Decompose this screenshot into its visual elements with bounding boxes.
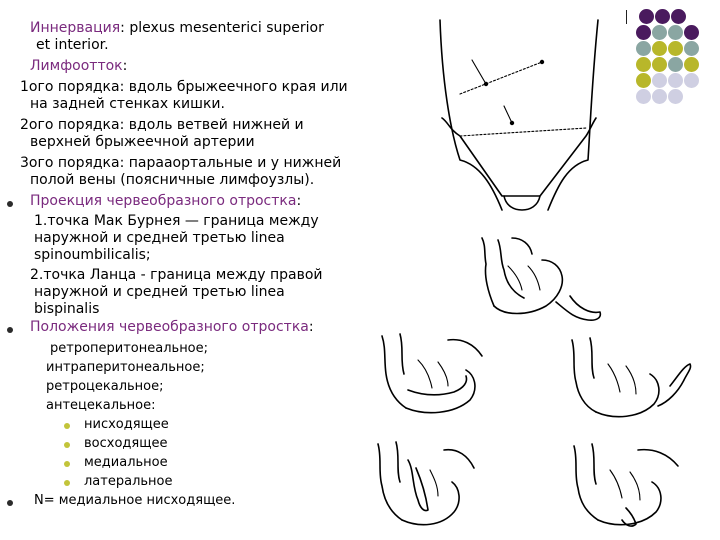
- innervation-cont: et interior.: [36, 37, 109, 53]
- torso-right-outline: [548, 20, 598, 210]
- innervation-label: Иннервация: [30, 20, 121, 36]
- decorative-dot: [668, 25, 683, 40]
- lymph-line: [30, 58, 127, 75]
- appendix-drawing-retroperitoneal: [478, 236, 608, 336]
- lymph-third-cont: полой вены (поясничные лимфоузлы).: [30, 172, 315, 188]
- cecum-outline: [598, 482, 661, 525]
- projection-p1a: 1.точка Мак Бурнея — граница между: [34, 213, 319, 229]
- appendix-drawing-retrocecal: [564, 336, 704, 426]
- colon-wall: [590, 338, 594, 378]
- position-item: антецекальное:: [46, 398, 156, 413]
- position-sub-item: латеральное: [84, 474, 173, 489]
- projection-colon: :: [296, 193, 302, 209]
- decorative-dot: [636, 41, 651, 56]
- ileum: [444, 450, 474, 468]
- abdomen-projection-diagram: [430, 20, 630, 220]
- position-sub-item: нисходящее: [84, 417, 169, 432]
- appendix-drawing-intraperitoneal: [378, 330, 498, 420]
- decorative-dot: [652, 89, 667, 104]
- lymph-first-text: : вдоль брыжеечного края или: [119, 79, 348, 95]
- haustra: [430, 470, 438, 496]
- haustra: [438, 362, 448, 386]
- colon-wall: [592, 444, 596, 484]
- colon-wall: [482, 238, 494, 306]
- decorative-dot: [652, 73, 667, 88]
- lymph-first-cont: на задней стенках кишки.: [30, 96, 225, 112]
- ileum: [448, 340, 482, 356]
- projection-p1b: наружной и средней третью linea: [34, 230, 285, 246]
- lymph-label: Лимфоотток: [30, 58, 123, 74]
- haustra: [528, 266, 540, 290]
- linea-spinoumbilicalis: [460, 62, 542, 94]
- lymph-second: [20, 117, 304, 134]
- lymph-third-text: : парааортальные и у нижней: [119, 155, 342, 171]
- bullet-dot: [7, 500, 13, 506]
- cecum-outline: [406, 370, 475, 413]
- decorative-dot: [655, 9, 670, 24]
- haustra: [630, 472, 640, 500]
- lymph-first: [20, 79, 348, 96]
- appendix: [658, 364, 691, 406]
- colon-wall: [400, 334, 404, 374]
- decorative-dot: [668, 73, 683, 88]
- projection-label: Проекция червеобразного отростка: [30, 193, 297, 209]
- haustra: [418, 360, 432, 388]
- decorative-dot: [671, 9, 686, 24]
- decorative-dot: [684, 73, 699, 88]
- decorative-dot: [636, 25, 651, 40]
- position-item: ретроперитонеальное;: [50, 341, 209, 356]
- lymph-second-text: : вдоль ветвей нижней и: [119, 117, 304, 133]
- lymph-second-cont: верхней брыжеечной артерии: [30, 134, 255, 150]
- lymph-second-order: 2ого порядка: [20, 117, 120, 133]
- sub-bullet-dot: [64, 442, 70, 448]
- bullet-dot: [7, 327, 13, 333]
- innervation-text: : plexus mesenterici superior: [120, 20, 324, 36]
- ileum: [638, 450, 678, 466]
- ileum: [512, 238, 532, 254]
- bullet-dot: [7, 201, 13, 207]
- cecum-outline: [596, 374, 659, 417]
- position-item: интраперитонеальное;: [46, 360, 205, 375]
- linea-bispinalis: [460, 128, 586, 136]
- decorative-dot: [652, 57, 667, 72]
- positions-colon: :: [308, 319, 314, 335]
- projection-p2c: bispinalis: [34, 301, 100, 317]
- mcburney-pointer: [472, 60, 486, 84]
- decorative-dot: [668, 57, 683, 72]
- sub-bullet-dot: [64, 423, 70, 429]
- positions-label: Положения червеобразного отростка: [30, 319, 309, 335]
- lymph-colon: :: [122, 58, 128, 74]
- cecum-outline: [402, 482, 459, 525]
- position-item: ретроцекальное;: [46, 379, 164, 394]
- projection-heading: [30, 193, 301, 210]
- decorative-dot: [652, 25, 667, 40]
- appendix: [408, 376, 467, 395]
- projection-p2a: 2.точка Ланца - граница между правой: [30, 267, 323, 283]
- decorative-dot: [636, 89, 651, 104]
- pelvis-bottom: [504, 196, 540, 210]
- positions-heading: [30, 319, 314, 336]
- decorative-dot: [684, 57, 699, 72]
- lanz-pointer: [504, 106, 512, 123]
- cecum-outline: [494, 260, 562, 314]
- haustra: [608, 364, 620, 392]
- position-sub-item: медиальное: [84, 455, 168, 470]
- lymph-first-order: 1ого порядка: [20, 79, 120, 95]
- appendix: [556, 296, 600, 320]
- appendix: [408, 460, 428, 511]
- normal-position: N= медиальное нисходящее.: [34, 493, 236, 508]
- decorative-dot: [636, 73, 651, 88]
- appendix-drawing-antececal: [372, 440, 482, 530]
- decorative-dot: [668, 41, 683, 56]
- colon-wall: [396, 442, 400, 482]
- decorative-dot: [684, 25, 699, 40]
- lymph-third-order: 3ого порядка: [20, 155, 120, 171]
- decorative-dot: [668, 89, 683, 104]
- sub-bullet-dot: [64, 480, 70, 486]
- position-sub-item: восходящее: [84, 436, 168, 451]
- decorative-dot: [652, 41, 667, 56]
- sub-bullet-dot: [64, 461, 70, 467]
- appendix-drawing-descending: [566, 440, 696, 530]
- projection-p2b: наружной и средней третью linea: [34, 284, 285, 300]
- projection-p1c: spinoumbilicalis;: [34, 247, 151, 263]
- lymph-third: [20, 155, 341, 172]
- innervation-line: [30, 20, 324, 37]
- haustra: [610, 470, 622, 498]
- decorative-dot: [639, 9, 654, 24]
- umbilicus-point: [540, 60, 544, 64]
- decorative-dot: [636, 57, 651, 72]
- haustra: [626, 366, 636, 394]
- decorative-dot: [684, 41, 699, 56]
- pelvis-outline: [442, 118, 596, 196]
